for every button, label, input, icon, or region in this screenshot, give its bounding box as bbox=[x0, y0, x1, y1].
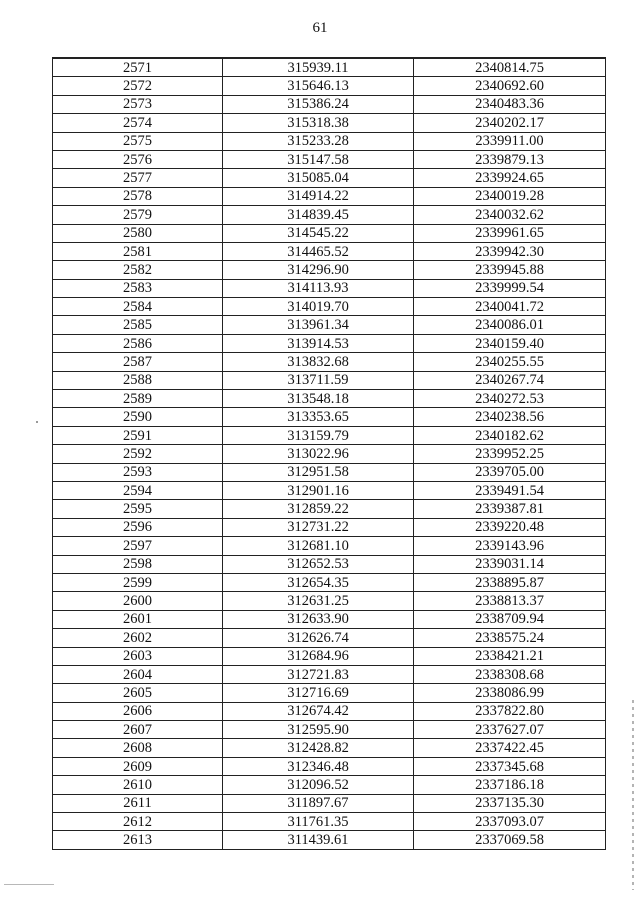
y-coordinate-cell: 2337345.68 bbox=[414, 757, 606, 775]
table-row bbox=[53, 169, 606, 187]
table-row bbox=[53, 463, 606, 481]
page-number: 61 bbox=[312, 20, 328, 36]
table-row bbox=[53, 150, 606, 168]
point-number-cell: 2590 bbox=[53, 408, 223, 426]
y-coordinate-cell: 2339387.81 bbox=[414, 500, 606, 518]
x-coordinate-cell: 313548.18 bbox=[223, 390, 414, 408]
table-row bbox=[53, 739, 606, 757]
x-coordinate-cell: 314839.45 bbox=[223, 206, 414, 224]
point-number-cell: 2587 bbox=[53, 353, 223, 371]
x-coordinate-cell: 314296.90 bbox=[223, 261, 414, 279]
y-coordinate-cell: 2340483.36 bbox=[414, 95, 606, 113]
x-coordinate-cell: 312731.22 bbox=[223, 518, 414, 536]
y-coordinate-cell: 2339143.96 bbox=[414, 537, 606, 555]
y-coordinate-cell: 2337627.07 bbox=[414, 721, 606, 739]
x-coordinate-cell: 313711.59 bbox=[223, 371, 414, 389]
x-coordinate-cell: 312681.10 bbox=[223, 537, 414, 555]
point-number-cell: 2608 bbox=[53, 739, 223, 757]
table-row bbox=[53, 555, 606, 573]
point-number-cell: 2573 bbox=[53, 95, 223, 113]
y-coordinate-cell: 2339952.25 bbox=[414, 445, 606, 463]
point-number-cell: 2602 bbox=[53, 629, 223, 647]
x-coordinate-cell: 312859.22 bbox=[223, 500, 414, 518]
y-coordinate-cell: 2338421.21 bbox=[414, 647, 606, 665]
table-row bbox=[53, 794, 606, 812]
table-row bbox=[53, 187, 606, 205]
table-row bbox=[53, 610, 606, 628]
table-row bbox=[53, 261, 606, 279]
y-coordinate-cell: 2340272.53 bbox=[414, 390, 606, 408]
x-coordinate-cell: 312654.35 bbox=[223, 573, 414, 591]
y-coordinate-cell: 2337422.45 bbox=[414, 739, 606, 757]
x-coordinate-cell: 315386.24 bbox=[223, 95, 414, 113]
y-coordinate-cell: 2338086.99 bbox=[414, 684, 606, 702]
x-coordinate-cell: 314545.22 bbox=[223, 224, 414, 242]
x-coordinate-cell: 315085.04 bbox=[223, 169, 414, 187]
y-coordinate-cell: 2340202.17 bbox=[414, 114, 606, 132]
x-coordinate-cell: 312096.52 bbox=[223, 776, 414, 794]
table-row bbox=[53, 684, 606, 702]
point-number-cell: 2596 bbox=[53, 518, 223, 536]
point-number-cell: 2585 bbox=[53, 316, 223, 334]
x-coordinate-cell: 314113.93 bbox=[223, 279, 414, 297]
x-coordinate-cell: 314019.70 bbox=[223, 298, 414, 316]
x-coordinate-cell: 312716.69 bbox=[223, 684, 414, 702]
point-number-cell: 2582 bbox=[53, 261, 223, 279]
point-number-cell: 2578 bbox=[53, 187, 223, 205]
y-coordinate-cell: 2338813.37 bbox=[414, 592, 606, 610]
table-row bbox=[53, 813, 606, 831]
y-coordinate-cell: 2337186.18 bbox=[414, 776, 606, 794]
point-number-cell: 2588 bbox=[53, 371, 223, 389]
x-coordinate-cell: 315147.58 bbox=[223, 150, 414, 168]
y-coordinate-cell: 2340267.74 bbox=[414, 371, 606, 389]
x-coordinate-cell: 314465.52 bbox=[223, 242, 414, 260]
point-number-cell: 2589 bbox=[53, 390, 223, 408]
table-row bbox=[53, 353, 606, 371]
table-row bbox=[53, 77, 606, 95]
point-number-cell: 2600 bbox=[53, 592, 223, 610]
x-coordinate-cell: 311897.67 bbox=[223, 794, 414, 812]
y-coordinate-cell: 2337135.30 bbox=[414, 794, 606, 812]
table-row bbox=[53, 757, 606, 775]
table-row bbox=[53, 316, 606, 334]
x-coordinate-cell: 312674.42 bbox=[223, 702, 414, 720]
y-coordinate-cell: 2340255.55 bbox=[414, 353, 606, 371]
table-row bbox=[53, 279, 606, 297]
y-coordinate-cell: 2340159.40 bbox=[414, 334, 606, 352]
table-row bbox=[53, 702, 606, 720]
table-row bbox=[53, 573, 606, 591]
x-coordinate-cell: 313353.65 bbox=[223, 408, 414, 426]
table-row bbox=[53, 371, 606, 389]
y-coordinate-cell: 2339031.14 bbox=[414, 555, 606, 573]
point-number-cell: 2607 bbox=[53, 721, 223, 739]
table-row bbox=[53, 647, 606, 665]
y-coordinate-cell: 2338709.94 bbox=[414, 610, 606, 628]
table-row bbox=[53, 592, 606, 610]
point-number-cell: 2584 bbox=[53, 298, 223, 316]
coordinates-table-body bbox=[53, 58, 606, 849]
table-row bbox=[53, 390, 606, 408]
table-row bbox=[53, 334, 606, 352]
scan-mark-artifact bbox=[4, 884, 54, 885]
y-coordinate-cell: 2339945.88 bbox=[414, 261, 606, 279]
y-coordinate-cell: 2339942.30 bbox=[414, 242, 606, 260]
y-coordinate-cell: 2338575.24 bbox=[414, 629, 606, 647]
coordinates-table bbox=[52, 57, 606, 850]
y-coordinate-cell: 2338895.87 bbox=[414, 573, 606, 591]
x-coordinate-cell: 312346.48 bbox=[223, 757, 414, 775]
point-number-cell: 2583 bbox=[53, 279, 223, 297]
point-number-cell: 2580 bbox=[53, 224, 223, 242]
table-row bbox=[53, 629, 606, 647]
table-row bbox=[53, 831, 606, 849]
x-coordinate-cell: 312684.96 bbox=[223, 647, 414, 665]
x-coordinate-cell: 312901.16 bbox=[223, 481, 414, 499]
table-row bbox=[53, 481, 606, 499]
y-coordinate-cell: 2340032.62 bbox=[414, 206, 606, 224]
point-number-cell: 2574 bbox=[53, 114, 223, 132]
y-coordinate-cell: 2339220.48 bbox=[414, 518, 606, 536]
table-row bbox=[53, 776, 606, 794]
x-coordinate-cell: 313159.79 bbox=[223, 426, 414, 444]
x-coordinate-cell: 312633.90 bbox=[223, 610, 414, 628]
point-number-cell: 2579 bbox=[53, 206, 223, 224]
x-coordinate-cell: 313961.34 bbox=[223, 316, 414, 334]
table-row bbox=[53, 721, 606, 739]
point-number-cell: 2609 bbox=[53, 757, 223, 775]
x-coordinate-cell: 311439.61 bbox=[223, 831, 414, 849]
table-row bbox=[53, 518, 606, 536]
y-coordinate-cell: 2339911.00 bbox=[414, 132, 606, 150]
y-coordinate-cell: 2340019.28 bbox=[414, 187, 606, 205]
x-coordinate-cell: 311761.35 bbox=[223, 813, 414, 831]
table-row bbox=[53, 114, 606, 132]
y-coordinate-cell: 2337822.80 bbox=[414, 702, 606, 720]
point-number-cell: 2606 bbox=[53, 702, 223, 720]
point-number-cell: 2581 bbox=[53, 242, 223, 260]
x-coordinate-cell: 312428.82 bbox=[223, 739, 414, 757]
point-number-cell: 2603 bbox=[53, 647, 223, 665]
table-row bbox=[53, 426, 606, 444]
scan-edge-artifact bbox=[632, 700, 634, 890]
point-number-cell: 2586 bbox=[53, 334, 223, 352]
x-coordinate-cell: 315233.28 bbox=[223, 132, 414, 150]
point-number-cell: 2598 bbox=[53, 555, 223, 573]
y-coordinate-cell: 2338308.68 bbox=[414, 665, 606, 683]
y-coordinate-cell: 2340182.62 bbox=[414, 426, 606, 444]
x-coordinate-cell: 312951.58 bbox=[223, 463, 414, 481]
x-coordinate-cell: 312721.83 bbox=[223, 665, 414, 683]
y-coordinate-cell: 2339705.00 bbox=[414, 463, 606, 481]
point-number-cell: 2597 bbox=[53, 537, 223, 555]
point-number-cell: 2599 bbox=[53, 573, 223, 591]
table-row bbox=[53, 665, 606, 683]
x-coordinate-cell: 315939.11 bbox=[223, 58, 414, 77]
point-number-cell: 2611 bbox=[53, 794, 223, 812]
point-number-cell: 2594 bbox=[53, 481, 223, 499]
point-number-cell: 2605 bbox=[53, 684, 223, 702]
x-coordinate-cell: 312631.25 bbox=[223, 592, 414, 610]
point-number-cell: 2612 bbox=[53, 813, 223, 831]
y-coordinate-cell: 2340814.75 bbox=[414, 58, 606, 77]
y-coordinate-cell: 2340041.72 bbox=[414, 298, 606, 316]
point-number-cell: 2575 bbox=[53, 132, 223, 150]
point-number-cell: 2571 bbox=[53, 58, 223, 77]
table-row bbox=[53, 298, 606, 316]
point-number-cell: 2601 bbox=[53, 610, 223, 628]
y-coordinate-cell: 2340238.56 bbox=[414, 408, 606, 426]
table-row bbox=[53, 224, 606, 242]
point-number-cell: 2593 bbox=[53, 463, 223, 481]
x-coordinate-cell: 313914.53 bbox=[223, 334, 414, 352]
point-number-cell: 2572 bbox=[53, 77, 223, 95]
y-coordinate-cell: 2337093.07 bbox=[414, 813, 606, 831]
table-row bbox=[53, 206, 606, 224]
y-coordinate-cell: 2339961.65 bbox=[414, 224, 606, 242]
y-coordinate-cell: 2339999.54 bbox=[414, 279, 606, 297]
table-row bbox=[53, 95, 606, 113]
x-coordinate-cell: 312595.90 bbox=[223, 721, 414, 739]
y-coordinate-cell: 2339491.54 bbox=[414, 481, 606, 499]
table-row bbox=[53, 132, 606, 150]
point-number-cell: 2613 bbox=[53, 831, 223, 849]
point-number-cell: 2591 bbox=[53, 426, 223, 444]
point-number-cell: 2610 bbox=[53, 776, 223, 794]
y-coordinate-cell: 2339879.13 bbox=[414, 150, 606, 168]
x-coordinate-cell: 312652.53 bbox=[223, 555, 414, 573]
x-coordinate-cell: 315318.38 bbox=[223, 114, 414, 132]
x-coordinate-cell: 315646.13 bbox=[223, 77, 414, 95]
table-row bbox=[53, 408, 606, 426]
point-number-cell: 2576 bbox=[53, 150, 223, 168]
point-number-cell: 2604 bbox=[53, 665, 223, 683]
table-row bbox=[53, 537, 606, 555]
x-coordinate-cell: 313022.96 bbox=[223, 445, 414, 463]
y-coordinate-cell: 2340692.60 bbox=[414, 77, 606, 95]
point-number-cell: 2577 bbox=[53, 169, 223, 187]
point-number-cell: 2592 bbox=[53, 445, 223, 463]
scan-dot-artifact bbox=[36, 421, 38, 423]
table-row bbox=[53, 58, 606, 77]
x-coordinate-cell: 312626.74 bbox=[223, 629, 414, 647]
y-coordinate-cell: 2340086.01 bbox=[414, 316, 606, 334]
y-coordinate-cell: 2339924.65 bbox=[414, 169, 606, 187]
point-number-cell: 2595 bbox=[53, 500, 223, 518]
x-coordinate-cell: 313832.68 bbox=[223, 353, 414, 371]
y-coordinate-cell: 2337069.58 bbox=[414, 831, 606, 849]
x-coordinate-cell: 314914.22 bbox=[223, 187, 414, 205]
table-row bbox=[53, 500, 606, 518]
table-row bbox=[53, 242, 606, 260]
table-row bbox=[53, 445, 606, 463]
